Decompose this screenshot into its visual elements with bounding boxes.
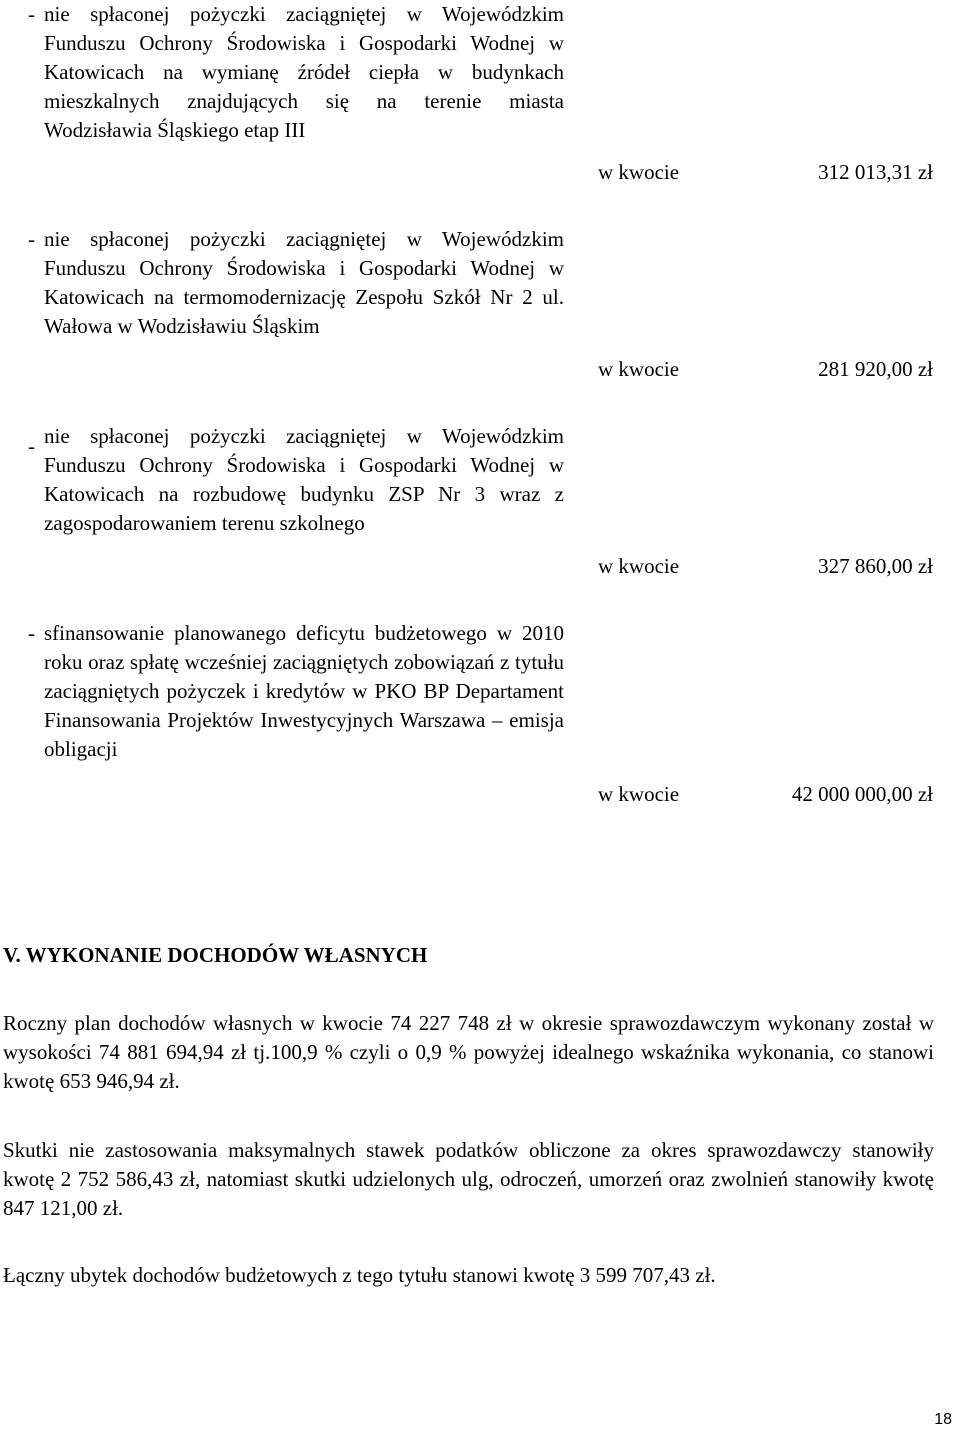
- paragraph-revenue-plan: Roczny plan dochodów własnych w kwocie 74 227 748 zł w okresie sprawozdawczym wykonany został w wysokości 74 881 694,94 zł tj.100,9 % czyli o 0,9 % powyżej idealnego wskaźnika wykonania, co stanowi kwotę 653 946,94 zł.: [3, 1011, 934, 1093]
- list-dash: -: [28, 621, 35, 645]
- list-dash: -: [28, 434, 35, 458]
- item-description: nie spłaconej pożyczki zaciągniętej w Wojewódzkim Funduszu Ochrony Środowiska i Gospodarki Wodnej w Katowicach na termomodernizację Zespołu Szkół Nr 2 ul. Wałowa w Wodzisławiu Śląskim: [44, 227, 564, 338]
- page-number: 18: [934, 1411, 952, 1428]
- in-amount-label: w kwocie: [598, 160, 680, 184]
- item-description: nie spłaconej pożyczki zaciągniętej w Wojewódzkim Funduszu Ochrony Środowiska i Gospodarki Wodnej w Katowicach na wymianę źródeł ciepła w budynkach mieszkalnych znajdujących się na terenie miasta Wodzisławia Śląskiego etap III: [44, 2, 564, 142]
- list-item: [0, 422, 960, 587]
- item-amount: 42 000 000,00 zł: [791, 782, 933, 806]
- list-item: [0, 225, 960, 390]
- section-heading: V. WYKONANIE DOCHODÓW WŁASNYCH: [3, 943, 428, 967]
- item-amount: 281 920,00 zł: [818, 357, 933, 381]
- item-amount: 312 013,31 zł: [818, 160, 933, 184]
- list-dash: -: [28, 2, 35, 26]
- in-amount-label: w kwocie: [598, 782, 680, 806]
- paragraph-total-loss: Łączny ubytek dochodów budżetowych z tego tytułu stanowi kwotę 3 599 707,43 zł.: [3, 1263, 716, 1287]
- in-amount-label: w kwocie: [598, 357, 680, 381]
- item-amount: 327 860,00 zł: [818, 554, 933, 578]
- in-amount-label: w kwocie: [598, 554, 680, 578]
- item-description: sfinansowanie planowanego deficytu budżetowego w 2010 roku oraz spłatę wcześniej zaciągniętych zobowiązań z tytułu zaciągniętych pożyczek i kredytów w PKO BP Departament Finansowania Projektów Inwestycyjnych Warszawa – emisja obligacji: [44, 621, 564, 761]
- paragraph-tax-effects: Skutki nie zastosowania maksymalnych stawek podatków obliczone za okres sprawozdawczy stanowiły kwotę 2 752 586,43 zł, natomiast skutki udzielonych ulg, odroczeń, umorzeń oraz zwolnień stanowiły kwotę 847 121,00 zł.: [3, 1138, 934, 1220]
- list-item: [0, 619, 960, 819]
- list-item: [0, 0, 960, 190]
- item-description: nie spłaconej pożyczki zaciągniętej w Wojewódzkim Funduszu Ochrony Środowiska i Gospodarki Wodnej w Katowicach na rozbudowę budynku ZSP Nr 3 wraz z zagospodarowaniem terenu szkolnego: [44, 424, 564, 535]
- list-dash: -: [28, 227, 35, 251]
